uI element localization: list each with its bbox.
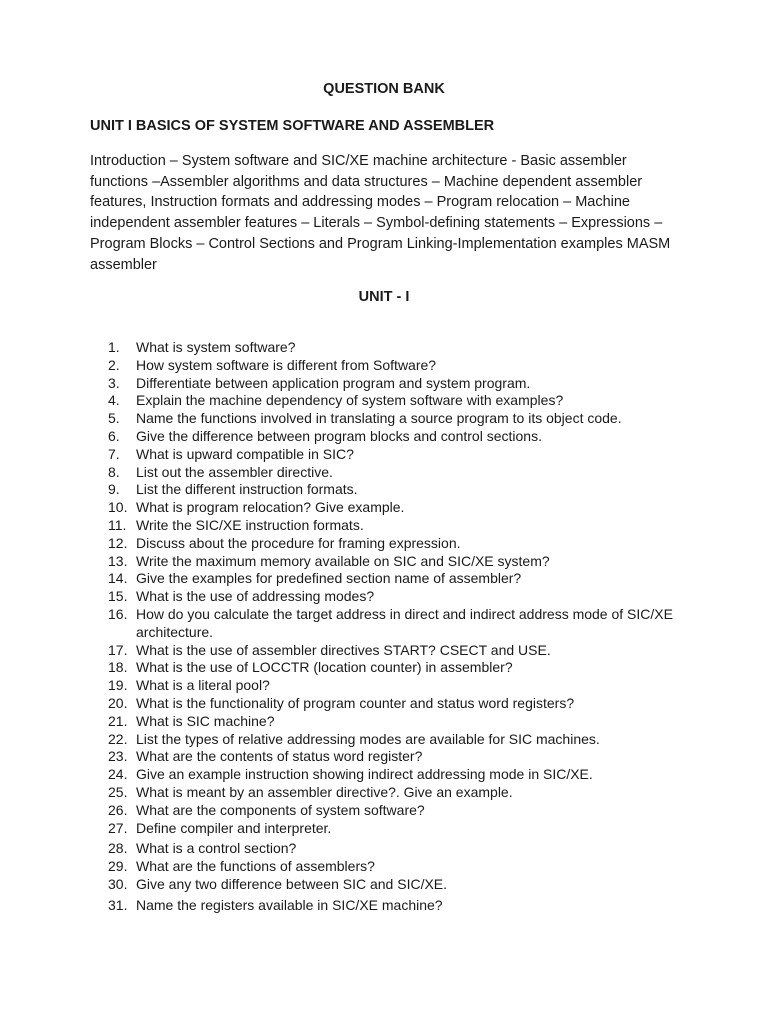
question-number: 5. [108,410,120,427]
question-number: 29. [108,858,128,875]
question-item [108,840,688,858]
question-text: What are the contents of status word register? [136,748,423,765]
question-number: 8. [108,463,120,480]
question-text: Explain the machine dependency of system software with examples? [136,392,564,409]
question-item [108,858,688,876]
question-list [108,339,688,915]
question-number: 3. [108,374,120,391]
question-text: What are the components of system software? [136,801,425,818]
question-number: 1. [108,339,120,355]
question-text: Give any two difference between SIC and SIC/XE. [136,875,448,892]
question-number: 31. [108,896,128,913]
question-number: 25. [108,783,128,800]
question-text: How system software is different from Software? [136,356,437,373]
question-number: 30. [108,875,128,892]
question-item [108,499,688,517]
question-number: 24. [108,766,128,783]
question-item [108,517,688,535]
question-number: 14. [108,570,128,587]
question-number: 23. [108,748,128,765]
question-number: 9. [108,481,120,498]
question-text: Write the maximum memory available on SIC and SIC/XE system? [136,552,550,569]
question-text: What are the functions of assemblers? [136,858,375,875]
question-text: Define compiler and interpreter. [136,819,332,836]
question-number: 16. [108,605,128,622]
question-number: 2. [108,356,120,373]
unit-heading: UNIT I BASICS OF SYSTEM SOFTWARE AND ASSEMBLER [90,118,495,134]
question-text: How do you calculate the target address in direct and indirect address mode of SIC/XE architecture. [136,605,673,640]
question-item [108,357,688,375]
question-text: Name the functions involved in translating a source program to its object code. [136,410,622,427]
question-item [108,766,688,784]
question-text: What is the use of LOCCTR (location counter) in assembler? [136,659,513,676]
question-text: What is SIC machine? [136,712,275,729]
question-item [108,820,688,838]
question-text: What is meant by an assembler directive?. Give an example. [136,783,513,800]
question-number: 21. [108,712,128,729]
question-number: 7. [108,445,120,462]
question-text: What is a control section? [136,840,297,857]
question-number: 27. [108,819,128,836]
question-item [108,876,688,894]
question-item [108,802,688,820]
question-text: Differentiate between application program and system program. [136,374,531,391]
question-number: 20. [108,694,128,711]
question-text: What is the use of addressing modes? [136,588,375,605]
question-item [108,606,688,642]
question-item [108,642,688,660]
question-text: Give an example instruction showing indirect addressing mode in SIC/XE. [136,766,593,783]
question-number: 12. [108,534,128,551]
question-item [108,392,688,410]
question-number: 4. [108,392,120,409]
question-text: What is upward compatible in SIC? [136,445,354,462]
question-text: What is program relocation? Give example. [136,499,405,516]
question-item [108,570,688,588]
question-item [108,713,688,731]
unit-label: UNIT - I [358,289,410,305]
syllabus-paragraph: Introduction – System software and SIC/XE machine architecture - Basic assembler functions –Assembler algorithms and data structures – Machine dependent assembler features, Instruction formats and addressing modes – Program relocation – Machine independent assembler features – Literals – Symbol-defining statements – Expressions – Program Blocks – Control Sections and Program Linking-Implementation examples MASM assembler [90,153,671,273]
question-item [108,748,688,766]
question-number: 11. [108,516,127,533]
question-number: 19. [108,677,128,694]
question-number: 13. [108,552,128,569]
question-item [108,375,688,393]
question-text: List out the assembler directive. [136,463,333,480]
question-item [108,553,688,571]
question-number: 18. [108,659,128,676]
question-item [108,410,688,428]
question-text: What is system software? [136,339,296,355]
question-number: 15. [108,588,128,605]
question-text: Give the examples for predefined section name of assembler? [136,570,522,587]
question-text: What is a literal pool? [136,677,270,694]
question-number: 17. [108,641,128,658]
question-text: Give the difference between program blocks and control sections. [136,427,542,444]
question-text: List the types of relative addressing modes are available for SIC machines. [136,730,600,747]
question-text: Discuss about the procedure for framing expression. [136,534,461,551]
question-text: What is the use of assembler directives START? CSECT and USE. [136,641,551,658]
question-text: Name the registers available in SIC/XE machine? [136,896,443,913]
question-number: 10. [108,499,128,516]
question-item [108,481,688,499]
question-number: 26. [108,801,128,818]
question-number: 22. [108,730,128,747]
question-item [108,464,688,482]
question-text: What is the functionality of program counter and status word registers? [136,694,575,711]
question-item [108,535,688,553]
question-text: Write the SIC/XE instruction formats. [136,516,364,533]
question-number: 28. [108,840,128,857]
question-item [108,339,688,357]
question-item [108,428,688,446]
question-text: List the different instruction formats. [136,481,358,498]
question-item [108,731,688,749]
question-item [108,588,688,606]
question-item [108,897,688,915]
question-item [108,659,688,677]
question-item [108,695,688,713]
question-number: 6. [108,427,120,444]
question-item [108,446,688,464]
question-item [108,784,688,802]
question-item [108,677,688,695]
document-title: QUESTION BANK [323,81,445,97]
